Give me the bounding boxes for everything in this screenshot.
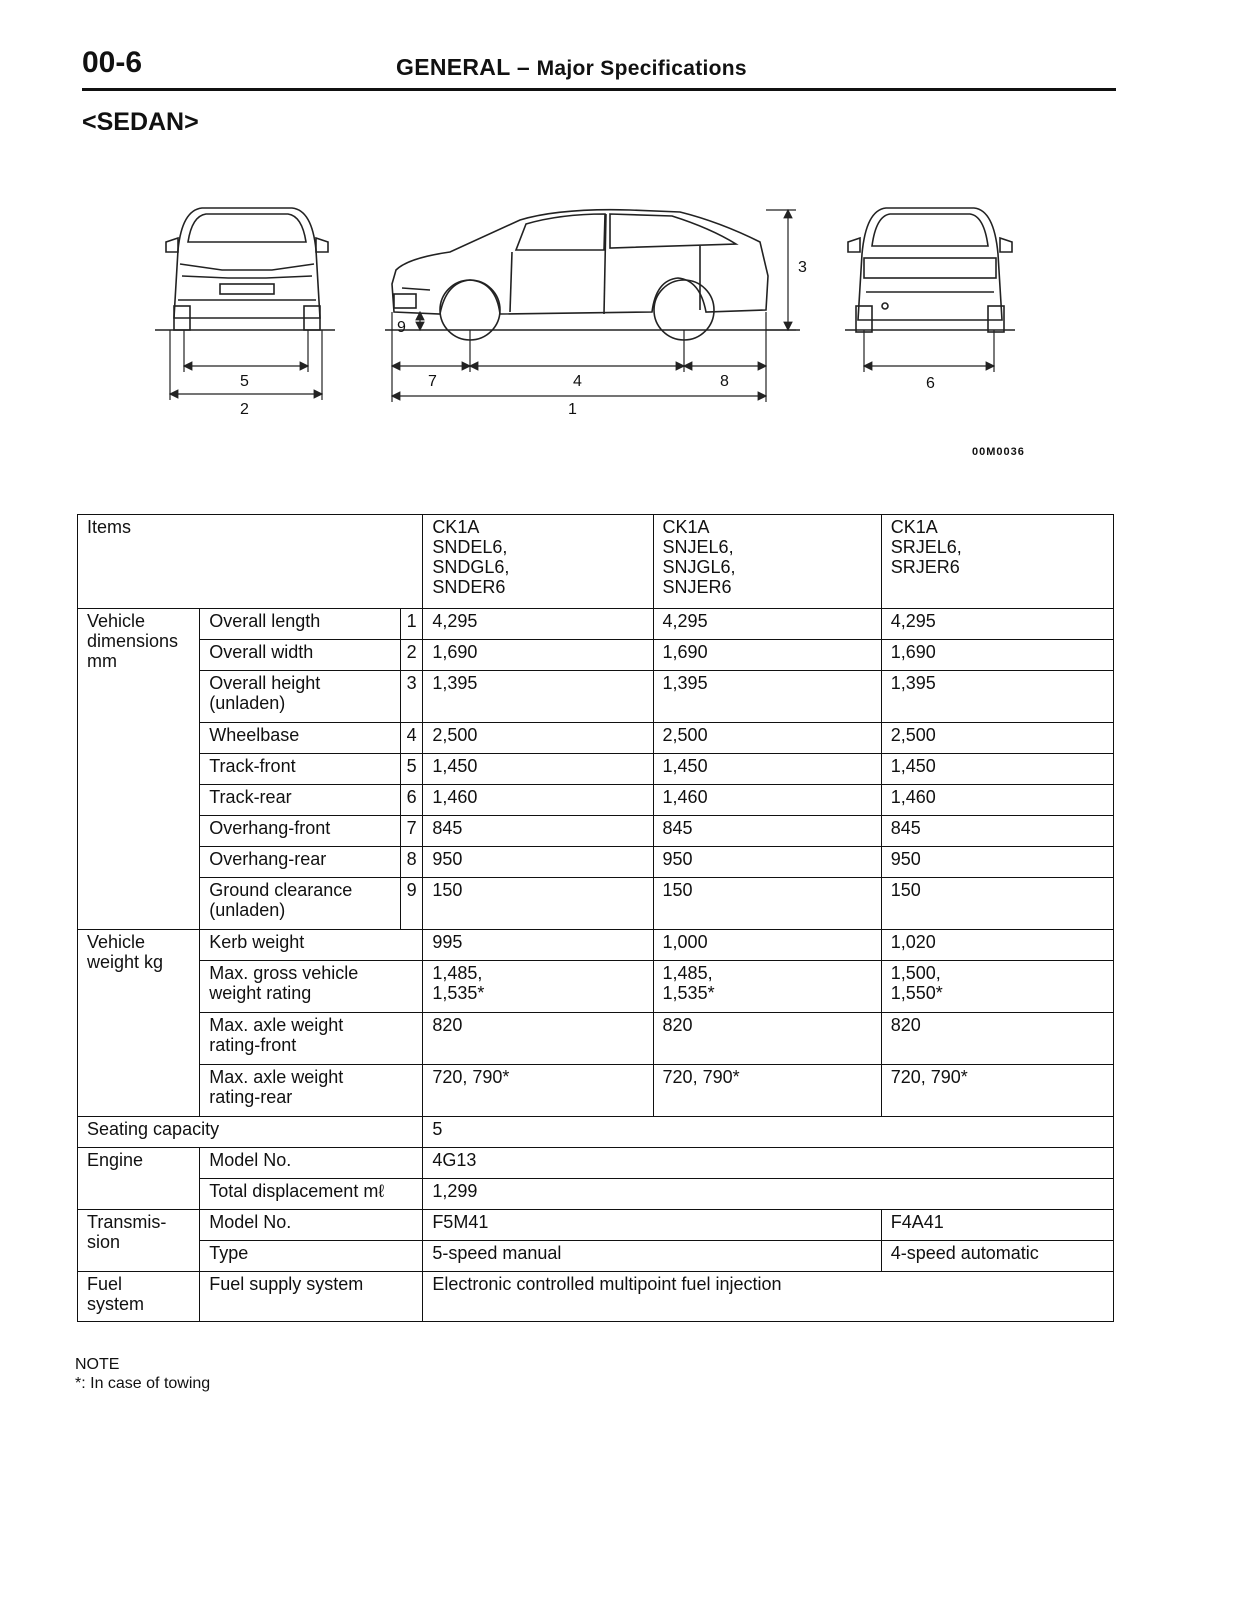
table-row: [78, 754, 1114, 785]
value-cell: 1,690: [423, 640, 653, 671]
value-cell: 1,020: [881, 930, 1113, 961]
value-cell: 1,450: [881, 754, 1113, 785]
group-engine: Engine: [78, 1148, 200, 1210]
table-row: [78, 671, 1114, 723]
section-title: <SEDAN>: [82, 108, 199, 136]
value-cell: 1,395: [881, 671, 1113, 723]
table-row: [78, 1013, 1114, 1065]
callout-5: 5: [240, 373, 249, 390]
table-row: [78, 785, 1114, 816]
item-number: 7: [400, 816, 422, 847]
value-cell: 1,395: [653, 671, 881, 723]
value-cell: 1,460: [653, 785, 881, 816]
table-row: [78, 930, 1114, 961]
page-number: 00-6: [82, 46, 143, 79]
value-cell: 150: [881, 878, 1113, 930]
value-cell: 820: [653, 1013, 881, 1065]
table-row: [78, 1148, 1114, 1179]
item-number: 9: [400, 878, 422, 930]
title-dash: –: [516, 54, 530, 80]
table-row: [78, 1179, 1114, 1210]
table-row: [78, 847, 1114, 878]
value-cell: 2,500: [423, 723, 653, 754]
value-cell: 1,450: [653, 754, 881, 785]
model-header-3: CK1A SRJEL6, SRJER6: [881, 515, 1113, 609]
group-fuel: Fuel system: [78, 1272, 200, 1322]
value-cell: 150: [423, 878, 653, 930]
table-row: [78, 723, 1114, 754]
item-label: Track-rear: [200, 785, 401, 816]
item-label: Model No.: [200, 1210, 423, 1241]
item-number: 5: [400, 754, 422, 785]
value-cell: 950: [881, 847, 1113, 878]
value-cell: 2,500: [653, 723, 881, 754]
item-label: Ground clearance (unladen): [200, 878, 401, 930]
table-row: [78, 961, 1114, 1013]
value-cell: 950: [653, 847, 881, 878]
value-cell: 1,690: [881, 640, 1113, 671]
value-cell: 1,000: [653, 930, 881, 961]
value-cell: 820: [423, 1013, 653, 1065]
value-cell: 1,460: [423, 785, 653, 816]
item-number: 4: [400, 723, 422, 754]
item-label: Track-front: [200, 754, 401, 785]
value-cell: 150: [653, 878, 881, 930]
model-header-1: CK1A SNDEL6, SNDGL6, SNDER6: [423, 515, 653, 609]
value-cell: 2,500: [881, 723, 1113, 754]
value-cell: 995: [423, 930, 653, 961]
title-sub: Major Specifications: [536, 57, 747, 80]
value-cell: 1,485, 1,535*: [423, 961, 653, 1013]
group-transmission: Transmis- sion: [78, 1210, 200, 1272]
value-cell: F5M41: [423, 1210, 881, 1241]
value-cell: 950: [423, 847, 653, 878]
value-cell: 820: [881, 1013, 1113, 1065]
item-label: Total displacement mℓ: [200, 1179, 423, 1210]
item-label: Overhang-front: [200, 816, 401, 847]
item-number: 1: [400, 609, 422, 640]
value-cell: F4A41: [881, 1210, 1113, 1241]
item-label: Overall length: [200, 609, 401, 640]
group-vehicle-weight: Vehicle weight kg: [78, 930, 200, 1117]
header-row: [78, 515, 1114, 609]
value-cell: 1,690: [653, 640, 881, 671]
item-label: Kerb weight: [200, 930, 423, 961]
table-row: [78, 1210, 1114, 1241]
header-rule: [82, 88, 1116, 91]
item-label: Wheelbase: [200, 723, 401, 754]
group-vehicle-dimensions: Vehicle dimensions mm: [78, 609, 200, 930]
figure-code: 00M0036: [972, 446, 1025, 458]
item-number: 8: [400, 847, 422, 878]
front-view-car: [155, 208, 335, 330]
callout-4: 4: [573, 373, 582, 390]
seating-value: 5: [423, 1117, 1114, 1148]
callout-6: 6: [926, 375, 935, 392]
value-cell: 4,295: [881, 609, 1113, 640]
value-cell: 845: [881, 816, 1113, 847]
table-row: [78, 878, 1114, 930]
table-row: [78, 1065, 1114, 1117]
side-view-dimension-lines: [392, 210, 796, 402]
item-label: Overall height (unladen): [200, 671, 401, 723]
callout-2: 2: [240, 401, 249, 418]
callout-3: 3: [798, 259, 807, 276]
value-cell: 1,485, 1,535*: [653, 961, 881, 1013]
item-label: Overall width: [200, 640, 401, 671]
value-cell: 1,395: [423, 671, 653, 723]
item-number: 6: [400, 785, 422, 816]
spec-table: [77, 514, 1114, 1322]
page-title: [396, 54, 747, 81]
item-label: Model No.: [200, 1148, 423, 1179]
item-label: Overhang-rear: [200, 847, 401, 878]
rear-view-dimension-lines: [864, 330, 994, 372]
item-number: 2: [400, 640, 422, 671]
table-row: [78, 816, 1114, 847]
value-cell: 845: [423, 816, 653, 847]
item-label: Max. axle weight rating-rear: [200, 1065, 423, 1117]
item-number: 3: [400, 671, 422, 723]
items-header: Items: [78, 515, 423, 609]
callout-1: 1: [568, 401, 577, 418]
table-row: [78, 1117, 1114, 1148]
value-cell: 845: [653, 816, 881, 847]
model-header-2: CK1A SNJEL6, SNJGL6, SNJER6: [653, 515, 881, 609]
note-text: *: In case of towing: [75, 1375, 211, 1392]
value-cell: 1,299: [423, 1179, 1114, 1210]
callout-8: 8: [720, 373, 729, 390]
title-main: GENERAL: [396, 54, 511, 80]
table-row: [78, 609, 1114, 640]
value-cell: 1,450: [423, 754, 653, 785]
item-label: Max. axle weight rating-front: [200, 1013, 423, 1065]
vehicle-dimension-diagram: [0, 180, 1240, 480]
rear-view-car: [845, 208, 1015, 332]
item-label: Max. gross vehicle weight rating: [200, 961, 423, 1013]
callout-7: 7: [428, 373, 437, 390]
value-cell: 4-speed automatic: [881, 1241, 1113, 1272]
value-cell: 720, 790*: [423, 1065, 653, 1117]
table-row: [78, 1241, 1114, 1272]
note-title: NOTE: [75, 1356, 120, 1373]
value-cell: 4,295: [423, 609, 653, 640]
seating-label: Seating capacity: [78, 1117, 423, 1148]
value-cell: Electronic controlled multipoint fuel injection: [423, 1272, 1114, 1322]
value-cell: 4G13: [423, 1148, 1114, 1179]
item-label: Type: [200, 1241, 423, 1272]
value-cell: 4,295: [653, 609, 881, 640]
table-row: [78, 640, 1114, 671]
callout-9: 9: [397, 319, 406, 336]
value-cell: 1,460: [881, 785, 1113, 816]
side-view-car: [385, 210, 800, 340]
value-cell: 720, 790*: [653, 1065, 881, 1117]
item-label: Fuel supply system: [200, 1272, 423, 1322]
table-row: [78, 1272, 1114, 1322]
value-cell: 1,500, 1,550*: [881, 961, 1113, 1013]
value-cell: 720, 790*: [881, 1065, 1113, 1117]
note: [75, 1355, 210, 1393]
value-cell: 5-speed manual: [423, 1241, 881, 1272]
